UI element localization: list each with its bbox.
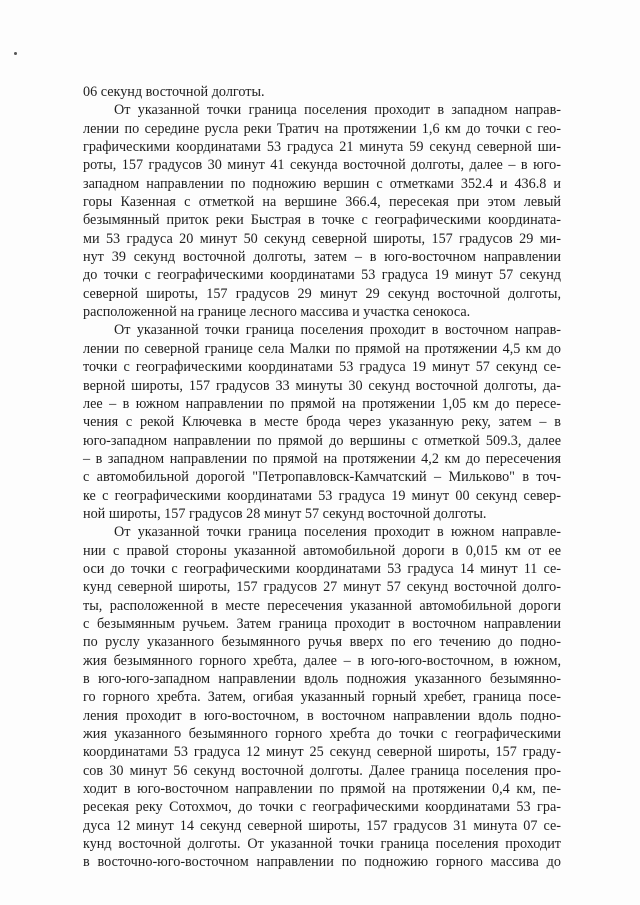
text-line: лее – в южном направлении по прямой на протяжении 1,05 км до пересе- bbox=[83, 395, 561, 412]
text-line: ходит в юго-восточном направлении по прямой на протяжении 0,4 км, пе- bbox=[83, 781, 561, 798]
text-line: нут 39 секунд восточной долготы, затем – в юго-восточном направлении bbox=[83, 249, 561, 266]
text-line: по руслу указанного безымянного ручья вверх по его течению до подно- bbox=[83, 634, 561, 651]
text-line: ления проходит в юго-восточном, в восточном направлении вдоль подно- bbox=[83, 707, 561, 724]
text-line: с безымянным ручьем. Затем граница проходит в восточном направлении bbox=[83, 615, 561, 632]
text-line: сов 30 минут 56 секунд восточной долготы. Далее граница поселения про- bbox=[83, 762, 561, 779]
text-line: От указанной точки граница поселения проходит в восточном направ- bbox=[114, 322, 561, 339]
text-line: От указанной точки граница поселения проходит в южном направле- bbox=[114, 524, 561, 541]
text-line: в восточно-юго-восточном направлении по подножию горного массива до bbox=[83, 854, 561, 871]
text-line: дуса 12 минут 14 секунд северной широты, 157 градусов 31 минута 07 се- bbox=[83, 817, 561, 834]
text-line: безымянный приток реки Быстрая в точке с географическими координата- bbox=[83, 212, 561, 229]
text-line: нии с правой стороны указанной автомобильной дороги в 0,015 км от ее bbox=[83, 542, 561, 559]
text-line: ми 53 градуса 20 минут 50 секунд северной широты, 157 градусов 29 ми- bbox=[83, 230, 561, 247]
text-line: – в западном направлении по прямой на протяжении 4,2 км до пересечения bbox=[83, 450, 561, 467]
text-line: чения с рекой Ключевка в месте брода через указанную реку, затем – в bbox=[83, 414, 561, 431]
text-line: ке с географическими координатами 53 градуса 19 минут 00 секунд север- bbox=[83, 487, 561, 504]
text-line: жия указанного безымянного горного хребта до точки с географическими bbox=[83, 726, 561, 743]
text-line: юго-западном направлении по прямой до вершины с отметкой 509.3, далее bbox=[83, 432, 561, 449]
text-line: координатами 53 градуса 12 минут 25 секунд северной широты, 157 граду- bbox=[83, 744, 561, 761]
text-line: лении по середине русла реки Тратич на протяжении 1,6 км до точки с гео- bbox=[83, 120, 561, 137]
text-line: жия безымянного горного хребта, далее – в юго-юго-восточном, в южном, bbox=[83, 652, 561, 669]
document-body bbox=[83, 83, 561, 872]
text-line: роты, 157 градусов 30 минут 41 секунда восточной долготы, далее – в юго- bbox=[83, 157, 561, 174]
text-line: горы Казенная с отметкой на вершине 366.4, пересекая при этом левый bbox=[83, 194, 561, 211]
text-line: в юго-юго-западном направлении вдоль подножия указанного безымянно- bbox=[83, 671, 561, 687]
text-line: с автомобильной дорогой "Петропавловск-Камчатский – Мильково" в точ- bbox=[83, 469, 561, 486]
text-line: графическими координатами 53 градуса 21 минута 59 секунд северной ши- bbox=[83, 139, 561, 156]
scan-speck bbox=[14, 52, 17, 55]
text-line: 06 секунд восточной долготы. bbox=[83, 84, 265, 100]
text-line: северной широты, 157 градусов 29 минут 29 секунд восточной долготы, bbox=[83, 285, 561, 302]
text-line: западном направлении по подножию вершин с отметками 352.4 и 436.8 и bbox=[83, 175, 561, 192]
text-line: кунд восточной долготы. От указанной точки граница поселения проходит bbox=[83, 836, 561, 853]
text-line: верной широты, 157 градусов 33 минуты 30 секунд восточной долготы, да- bbox=[83, 377, 561, 394]
text-line: до точки с географическими координатами 53 градуса 19 минут 57 секунд bbox=[83, 267, 561, 284]
text-line: ресекая реку Сотохмоч, до точки с географическими координатами 53 гра- bbox=[83, 799, 561, 816]
text-line: оси до точки с географическими координатами 53 градуса 14 минут 11 се- bbox=[83, 560, 561, 577]
text-line: ной широты, 157 градусов 28 минут 57 секунд восточной долготы. bbox=[83, 505, 487, 522]
text-line: точки с географическими координатами 53 градуса 19 минут 57 секунд се- bbox=[83, 359, 561, 376]
text-line: лении по северной границе села Малки по прямой на протяжении 4,5 км до bbox=[83, 340, 561, 357]
text-line: расположенной на границе лесного массива и участка сенокоса. bbox=[83, 304, 471, 321]
text-line: кунд северной широты, 157 градусов 27 минут 57 секунд восточной долго- bbox=[83, 579, 561, 596]
text-line: ты, расположенной в месте пересечения указанной автомобильной дороги bbox=[83, 597, 561, 614]
text-line: От указанной точки граница поселения проходит в западном направ- bbox=[114, 102, 561, 119]
text-line: го горного хребта. Затем, огибая указанный горный хребет, граница посе- bbox=[83, 689, 561, 706]
